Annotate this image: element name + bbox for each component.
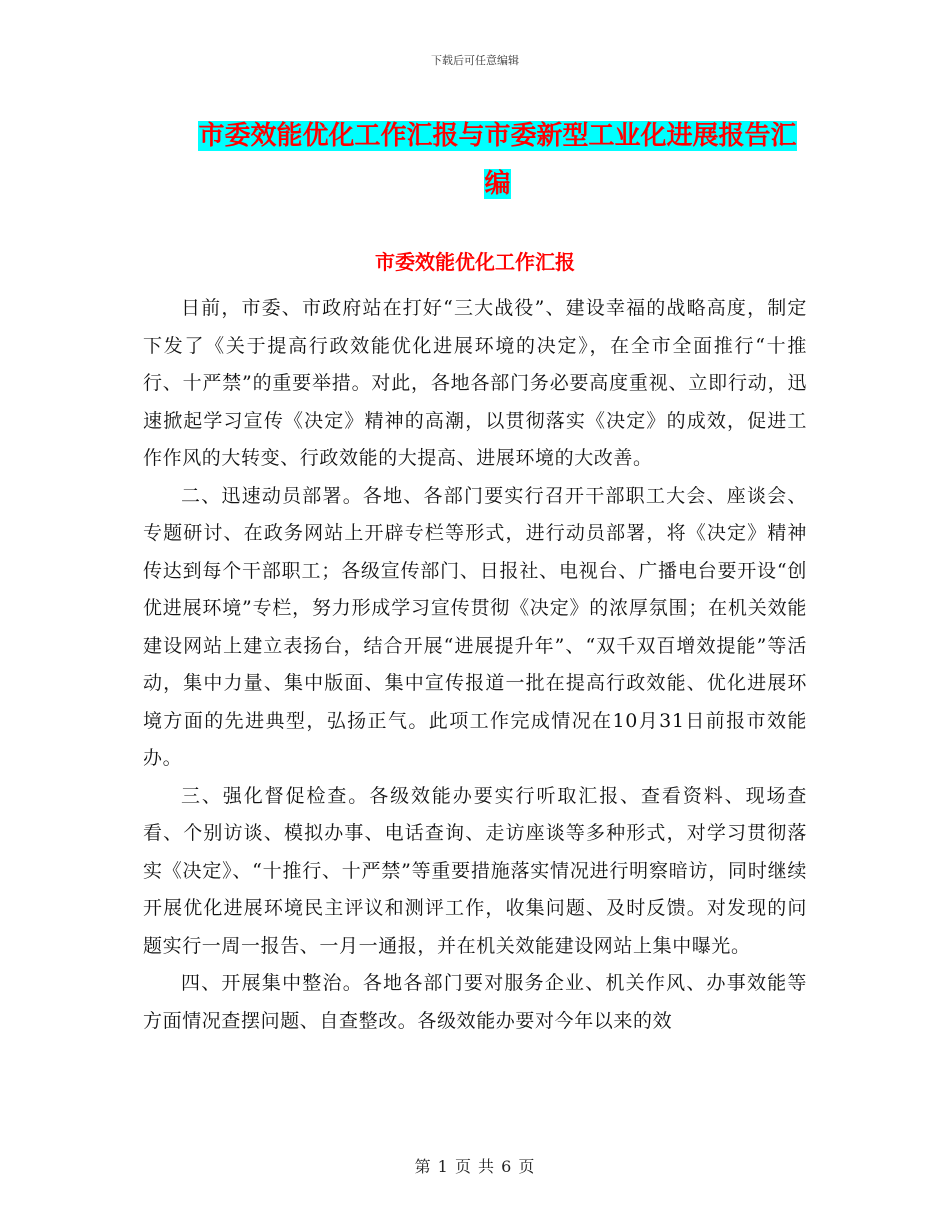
paragraph-supervise: 三、强化督促检查。各级效能办要实行听取汇报、查看资料、现场查看、个别访谈、模拟办事、电话查询、走访座谈等多种形式，对学习贯彻落实《决定》、“十推行、十严禁”等重要措施落实情况进行明察暗访，同时继续开展优化进展环境民主评议和测评工作，收集问题、及时反馈。对发现的问题实行一周一报告、一月一通报，并在机关效能建设网站上集中曝光。	[143, 784, 807, 957]
document-title	[190, 112, 805, 208]
document-title-text: 市委效能优化工作汇报与市委新型工业化进展报告汇编	[198, 121, 797, 199]
page-footer: 第 1 页 共 6 页	[414, 1157, 536, 1176]
section-title: 市委效能优化工作汇报	[375, 250, 575, 274]
paragraph-intro: 日前，市委、市政府站在打好“三大战役”、建设幸福的战略高度，制定下发了《关于提高行政效能优化进展环境的决定》，在全市全面推行“十推行、十严禁”的重要举措。对此，各地各部门务必要高度重视、立即行动，迅速掀起学习宣传《决定》精神的高潮，以贯彻落实《决定》的成效，促进工作作风的大转变、行政效能的大提高、进展环境的大改善。	[143, 297, 807, 469]
header-note: 下载后可任意编辑	[431, 54, 519, 67]
document-body	[143, 290, 807, 1040]
paragraph-rectify: 四、开展集中整治。各地各部门要对服务企业、机关作风、办事效能等方面情况查摆问题、自查整改。各级效能办要对今年以来的效	[143, 972, 807, 1032]
paragraph-mobilize: 二、迅速动员部署。各地、各部门要实行召开干部职工大会、座谈会、专题研讨、在政务网站上开辟专栏等形式，进行动员部署，将《决定》精神传达到每个干部职工；各级宣传部门、日报社、电视台、广播电台要开设“创优进展环境”专栏，努力形成学习宣传贯彻《决定》的浓厚氛围；在机关效能建设网站上建立表扬台，结合开展“进展提升年”、“双千双百增效提能”等活动，集中力量、集中版面、集中宣传报道一批在提高行政效能、优化进展环境方面的先进典型，弘扬正气。此项工作完成情况在10月31日前报市效能办。	[143, 484, 807, 769]
